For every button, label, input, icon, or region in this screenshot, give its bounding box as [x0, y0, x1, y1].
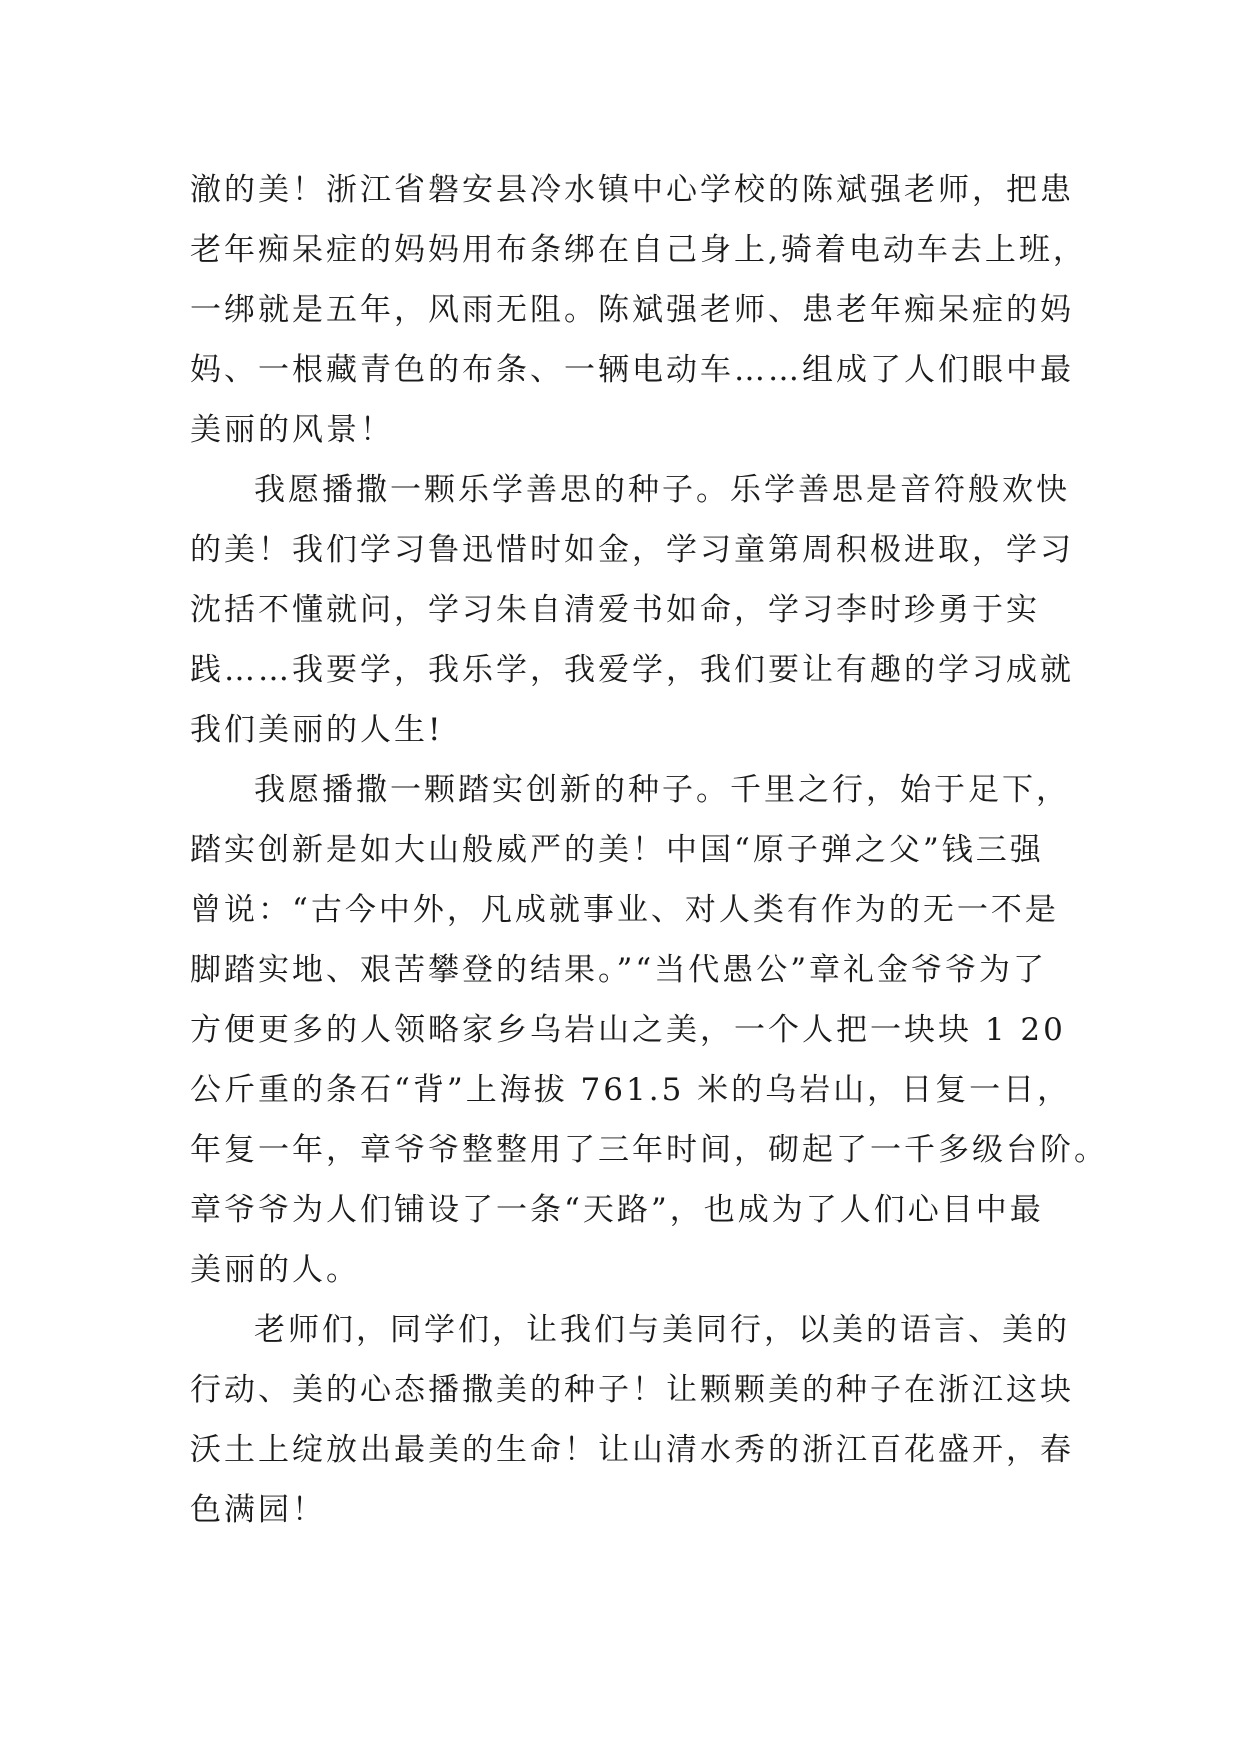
text-line: 曾说：“古今中外，凡成就事业、对人类有作为的无一不是 — [190, 892, 1059, 928]
text-line: 年复一年，章爷爷整整用了三年时间，砌起了一千多级台阶。 — [190, 1132, 1108, 1168]
text-line: 老年痴呆症的妈妈用布条绑在自己身上,骑着电动车去上班， — [190, 232, 1087, 268]
paragraph-first-line: 我愿播撒一颗踏实创新的种子。千里之行，始于足下， — [254, 772, 1070, 808]
paragraph-first-line: 我愿播撒一颗乐学善思的种子。乐学善思是音符般欢快 — [254, 472, 1070, 508]
text-line: 一绑就是五年，风雨无阻。陈斌强老师、患老年痴呆症的妈 — [190, 292, 1074, 328]
text-line: 脚踏实地、艰苦攀登的结果。”“当代愚公”章礼金爷爷为了 — [190, 952, 1048, 988]
text-line: 公斤重的条石“背”上海拔 761.5 米的乌岩山，日复一日， — [190, 1072, 1072, 1108]
document-body — [190, 160, 1108, 1540]
text-line: 践……我要学，我乐学，我爱学，我们要让有趣的学习成就 — [190, 652, 1074, 688]
text-line: 澈的美！浙江省磐安县冷水镇中心学校的陈斌强老师，把患 — [190, 172, 1074, 208]
paragraph-first-line: 老师们，同学们，让我们与美同行，以美的语言、美的 — [254, 1312, 1070, 1348]
text-line: 的美！我们学习鲁迅惜时如金，学习童第周积极进取，学习 — [190, 532, 1074, 568]
text-line: 章爷爷为人们铺设了一条“天路”，也成为了人们心目中最 — [190, 1192, 1044, 1228]
text-line: 美丽的人。 — [190, 1252, 360, 1288]
text-line: 我们美丽的人生! — [190, 712, 444, 748]
text-line: 方便更多的人领略家乡乌岩山之美，一个人把一块块 1 20 — [190, 1012, 1066, 1048]
text-line: 美丽的风景！ — [190, 412, 394, 448]
text-line: 沈括不懂就问，学习朱自清爱书如命，学习李时珍勇于实 — [190, 592, 1040, 628]
text-line: 妈、一根藏青色的布条、一辆电动车……组成了人们眼中最 — [190, 352, 1074, 388]
text-line: 行动、美的心态播撒美的种子！让颗颗美的种子在浙江这块 — [190, 1372, 1074, 1408]
text-line: 踏实创新是如大山般威严的美！中国“原子弹之父”钱三强 — [190, 832, 1044, 868]
text-line: 沃土上绽放出最美的生命！让山清水秀的浙江百花盛开，春 — [190, 1432, 1074, 1468]
text-line: 色满园！ — [190, 1492, 326, 1528]
